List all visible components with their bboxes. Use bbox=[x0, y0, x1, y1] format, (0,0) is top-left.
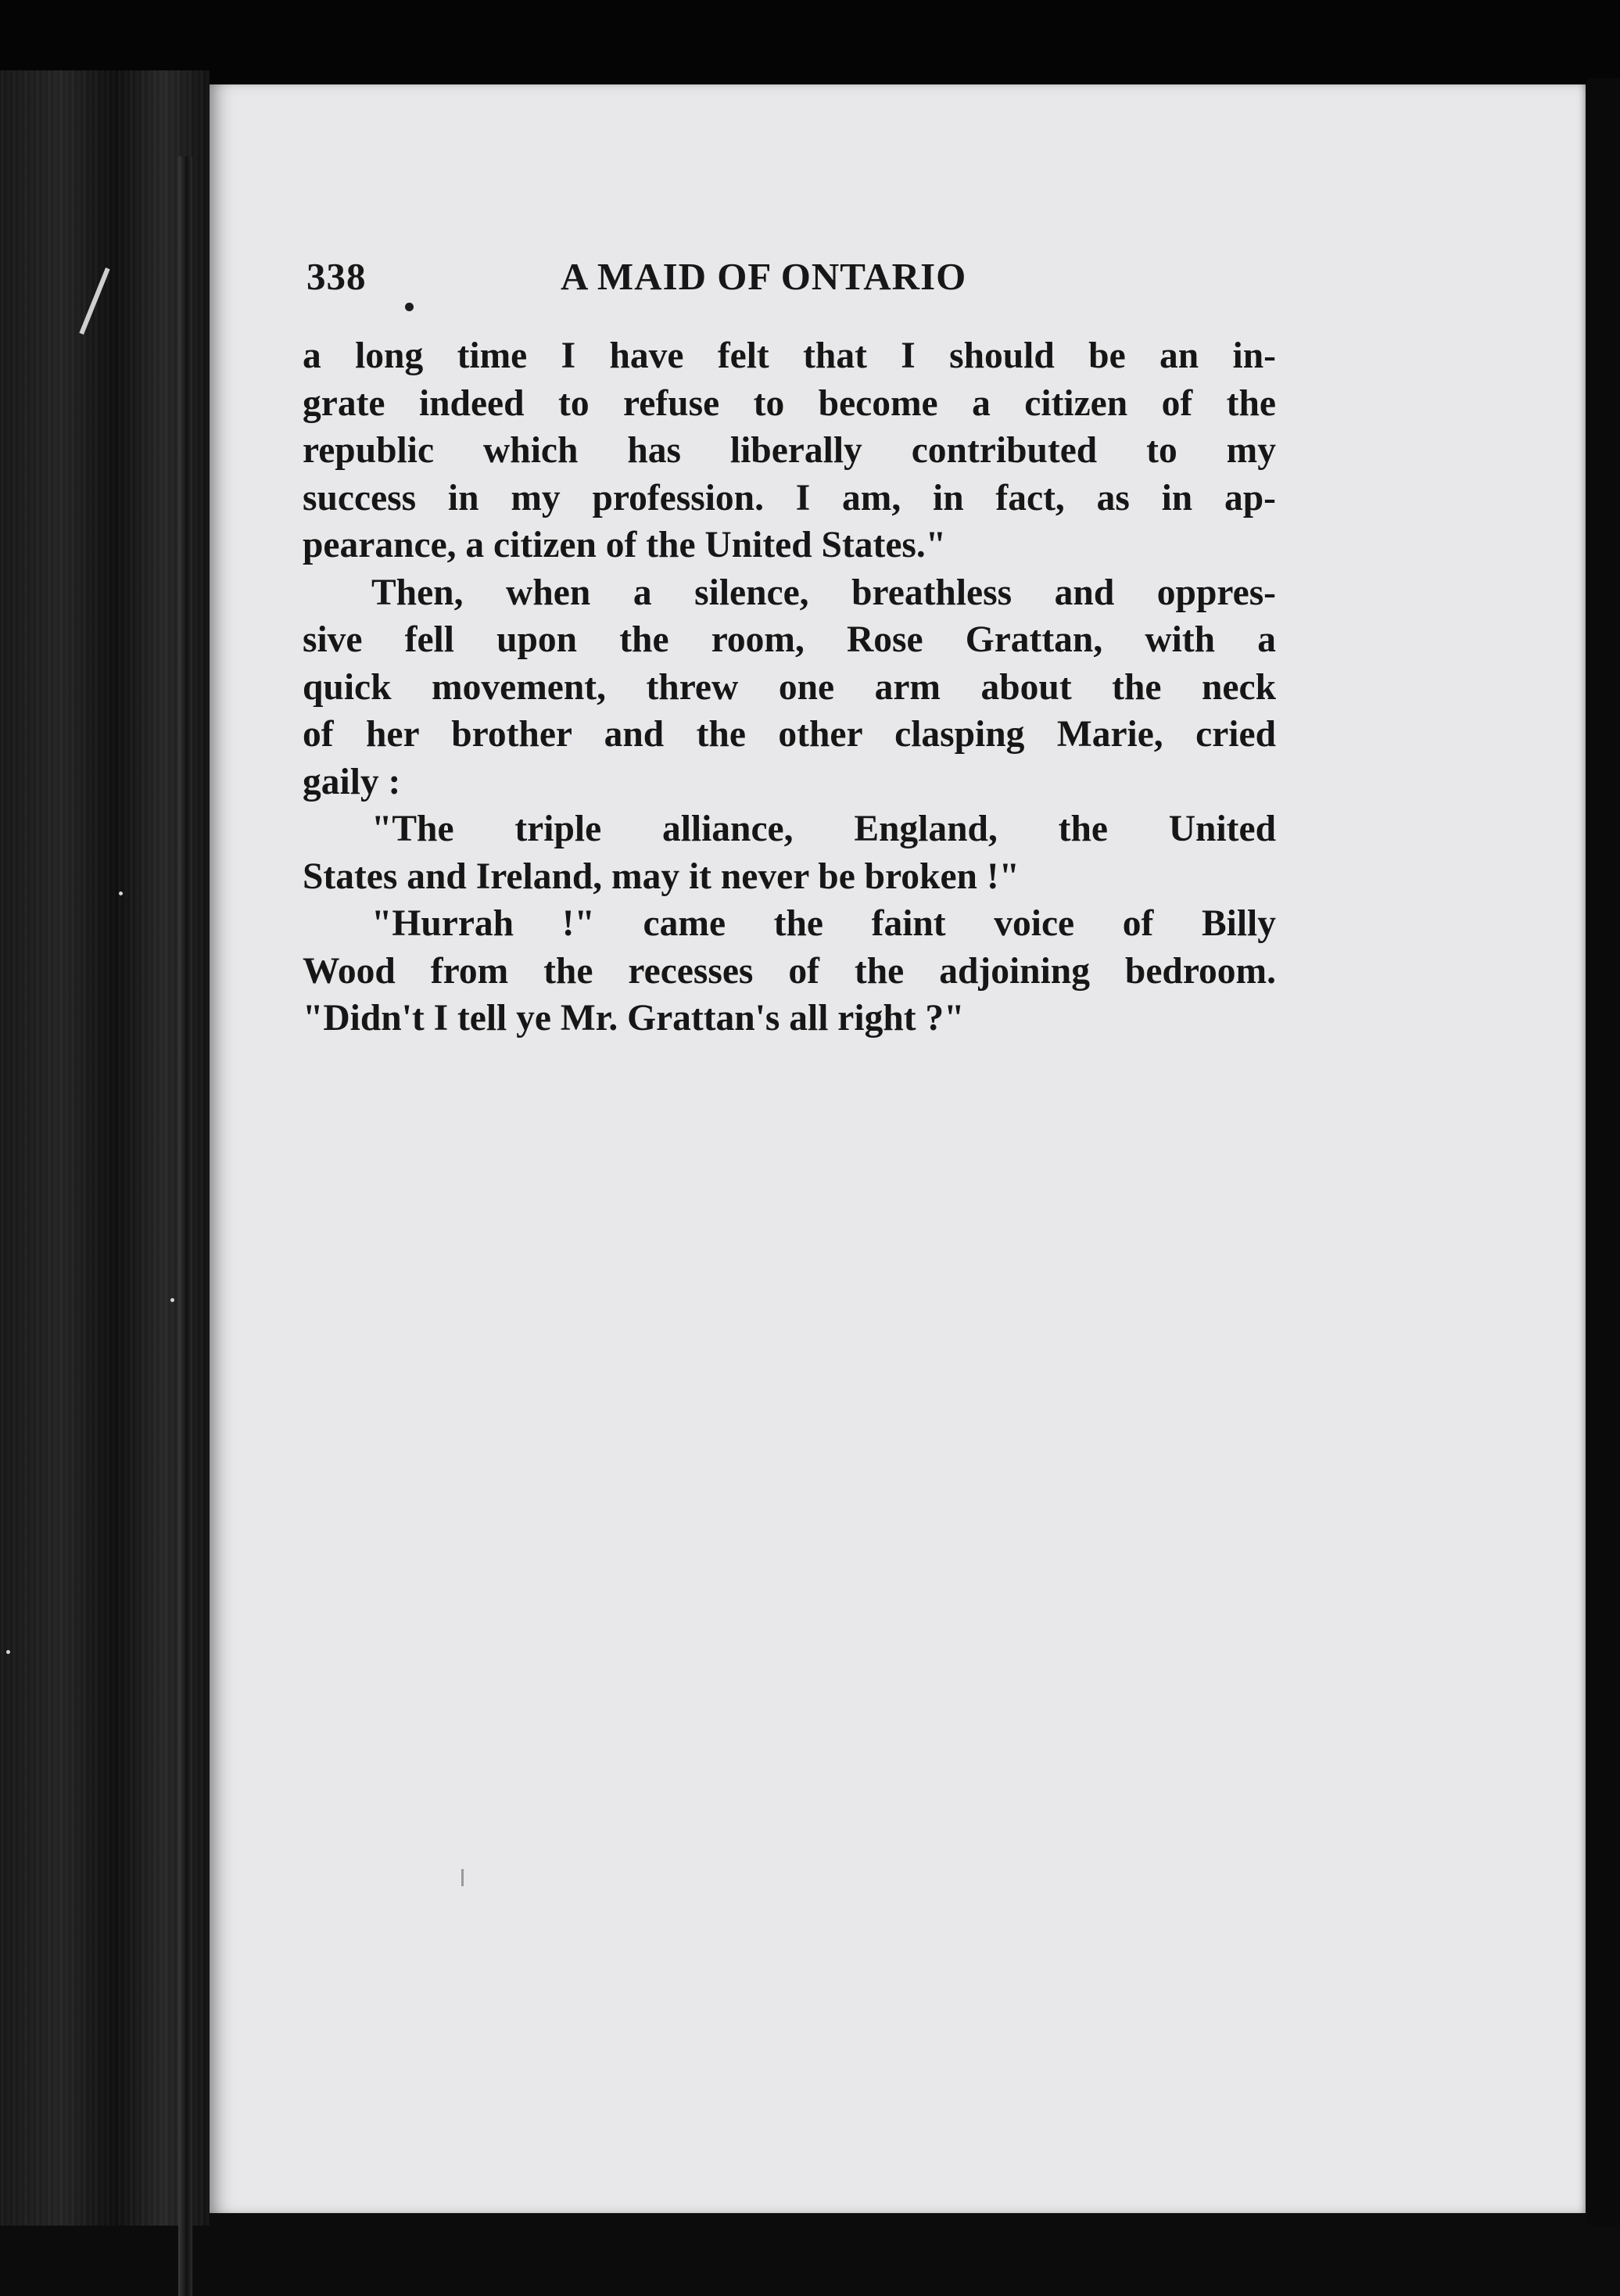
text-line: of her brother and the other clasping Marie, cried bbox=[303, 714, 1276, 755]
spine-speck bbox=[6, 1650, 10, 1654]
text-line: "Hurrah !" came the faint voice of Billy bbox=[371, 903, 1276, 944]
text-line: republic which has liberally contributed to my bbox=[303, 430, 1276, 471]
spine-speck bbox=[119, 891, 123, 895]
spine-fold bbox=[178, 156, 192, 2296]
text-line: grate indeed to refuse to become a citizen of the bbox=[303, 382, 1276, 424]
text-line: Wood from the recesses of the adjoining bedroom. bbox=[303, 950, 1276, 992]
scan-right-edge bbox=[1587, 78, 1620, 2226]
spine-speck bbox=[170, 1298, 174, 1302]
page-number: 338 bbox=[306, 255, 367, 298]
text-line: a long time I have felt that I should be an in- bbox=[303, 335, 1276, 376]
text-line: Then, when a silence, breathless and oppres- bbox=[371, 572, 1276, 613]
text-line: "Didn't I tell ye Mr. Grattan's all right ?" bbox=[303, 998, 965, 1039]
running-head bbox=[306, 254, 1088, 309]
scan-speck bbox=[461, 1869, 464, 1886]
book-spine bbox=[0, 70, 210, 2226]
body-text bbox=[303, 332, 1276, 1042]
book-title: A MAID OF ONTARIO bbox=[561, 255, 967, 298]
scan-top-edge bbox=[0, 0, 1620, 84]
text-line: quick movement, threw one arm about the neck bbox=[303, 666, 1276, 708]
text-line: States and Ireland, may it never be broken !" bbox=[303, 856, 1020, 897]
text-line: sive fell upon the room, Rose Grattan, with a bbox=[303, 619, 1276, 660]
text-line: success in my profession. I am, in fact, as in ap- bbox=[303, 477, 1276, 518]
text-line: "The triple alliance, England, the United bbox=[371, 809, 1276, 849]
text-line: pearance, a citizen of the United States." bbox=[303, 525, 947, 565]
text-line: gaily : bbox=[303, 761, 401, 802]
spine-pen-mark bbox=[79, 267, 109, 335]
